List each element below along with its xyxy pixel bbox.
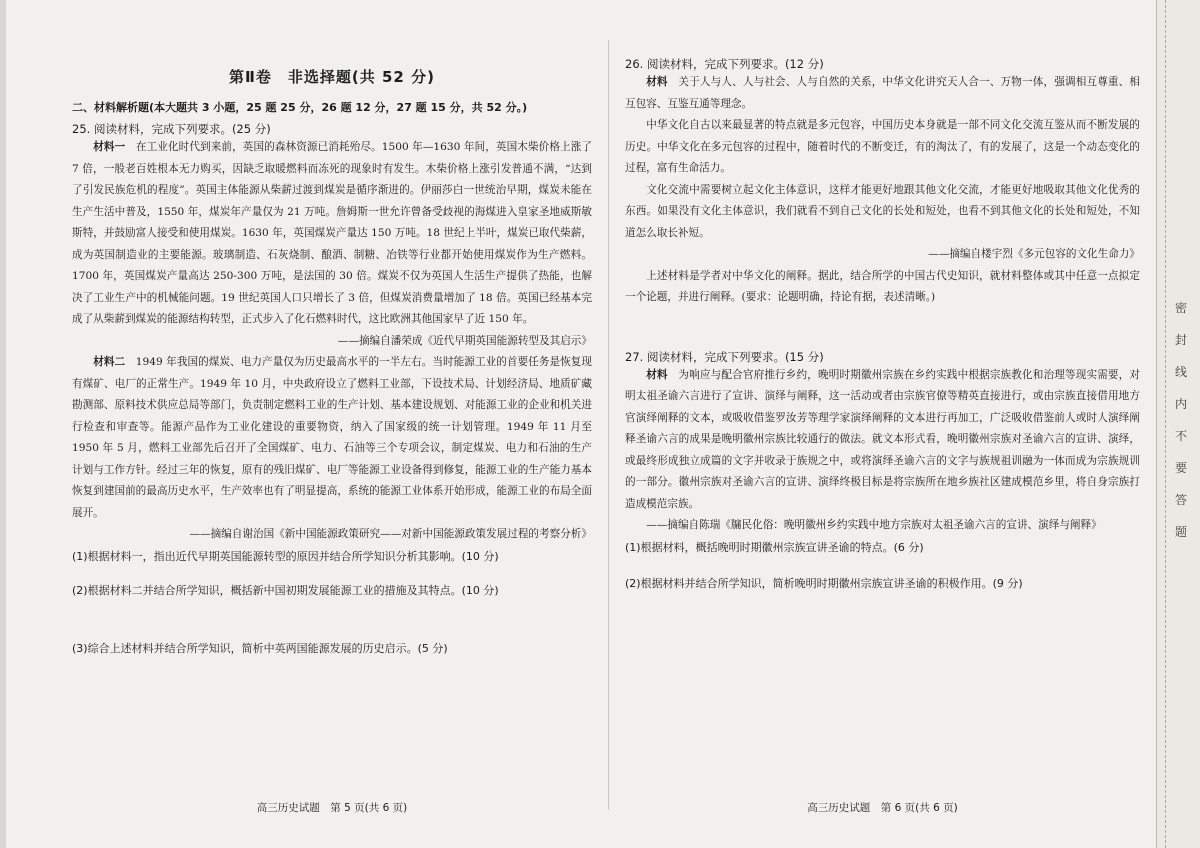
question-26-heading: 26. 阅读材料，完成下列要求。(12 分) bbox=[625, 57, 824, 71]
material-2-label: 材料二 bbox=[93, 356, 126, 368]
q26-source: ——摘编自楼宇烈《多元包容的文化生命力》 bbox=[928, 248, 1140, 260]
q26-material-p3: 文化交流中需要树立起文化主体意识，这样才能更好地跟其他文化交流，才能更好地吸取其他文化优秀的东西。如果没有文化主体意识，我们就看不到自己文化的长处和短处，也看不到其他文化的长处和短处，不知道怎么取长补短。 bbox=[625, 183, 1140, 239]
seal-char: 密 bbox=[1174, 301, 1187, 315]
part-title: 第Ⅱ卷 非选择题(共 52 分) bbox=[229, 68, 435, 86]
material-1-label: 材料一 bbox=[93, 141, 126, 153]
seal-char: 线 bbox=[1174, 365, 1187, 379]
seal-char: 不 bbox=[1174, 429, 1187, 443]
question-27-1: (1)根据材料，概括晚明时期徽州宗族宣讲圣谕的特点。(6 分) bbox=[625, 540, 924, 554]
question-25-3: (3)综合上述材料并结合所学知识，简析中英两国能源发展的历史启示。(5 分) bbox=[72, 641, 448, 655]
seal-char: 答 bbox=[1174, 493, 1187, 507]
q26-material-text: 关于人与人、人与社会、人与自然的关系，中华文化讲究天人合一、万物一体，强调相互尊重、相互包容、互鉴互通等理念。 bbox=[625, 76, 1141, 110]
seal-char: 要 bbox=[1174, 461, 1187, 475]
material-1-text: 在工业化时代到来前，英国的森林资源已消耗殆尽。1500 年—1630 年间，英国木柴价格上涨了 7 倍，一般老百姓根本无力购买，因缺乏取暖燃料而冻死的现象时有发生。木柴价格上涨引发普通不满，“达到了引发民族危机的程度”。英国主体能源从柴薪过渡到煤炭是循序渐进的。伊丽莎白一世统治早期，煤炭未能在生产生活中普及，1550 年，煤炭年产量仅为 21 万吨。詹姆斯一世允许曾备受歧视的海煤进入皇家圣地威斯敏斯特，并鼓励富人接受和使用煤炭。1630 年，英国煤炭产量达 150 万吨。18 世纪上半叶，煤炭已取代柴薪，成为英国制造业的主要能源。玻璃制造、石灰烧制、酿酒、制糖、冶铁等行业都开始使用煤炭作为生产燃料。1700 年，英国煤炭产量高达 250-300 万吨，是法国的 30 倍。煤炭不仅为英国人生活生产提供了热能，也解决了工业生产中的机械能问题。19 世纪英国人口只增长了 3 倍，但煤炭消费量增加了 18 倍。英国已经基本完成了从柴薪到煤炭的能源结构转型，正式步入了化石燃料时代，这比欧洲其他国家早了近 150 年。 bbox=[72, 141, 592, 325]
question-25-2: (2)根据材料二并结合所学知识，概括新中国初期发展能源工业的措施及其特点。(10 分) bbox=[72, 583, 499, 597]
q26-material-label: 材料 bbox=[646, 76, 668, 88]
page-5-footer: 高三历史试题 第 5 页(共 6 页) bbox=[256, 802, 408, 814]
page-6 bbox=[625, 0, 1140, 848]
q27-material bbox=[625, 365, 1140, 516]
seal-char: 题 bbox=[1174, 525, 1187, 539]
material-1 bbox=[72, 137, 592, 331]
seal-dashed-line bbox=[1165, 0, 1166, 848]
seal-warning bbox=[1169, 292, 1193, 548]
question-27-heading: 27. 阅读材料，完成下列要求。(15 分) bbox=[625, 349, 824, 364]
section-heading: 二、材料解析题(本大题共 3 小题，25 题 25 分，26 题 12 分，27 题 15 分，共 52 分。) bbox=[72, 101, 528, 114]
material-2-text: 1949 年我国的煤炭、电力产量仅为历史最高水平的一半左右。当时能源工业的首要任务是恢复现有煤矿、电厂的正常生产。1949 年 10 月，中央政府设立了燃料工业部，下设技术局、计划经济局、地质矿藏勘测部、原料技术供应总局等部门，负责制定燃料工业的生产计划、基本建设规划、对能源工业的企业和机关进行检查和审查等。能源产品作为工业化建设的重要物资，纳入了国家级的统一计划管理。1949 年 11 月至 1950 年 5 月，燃料工业部先后召开了全国煤矿、电力、石油等三个专项会议，制定煤炭、电力和石油的生产计划与工作方针。经过三年的恢复，原有的残旧煤矿、电厂等能源工业设备得到修复，能源工业的生产能力基本恢复到建国前的最高历史水平，生产效率也有了明显提高，系统的能源工业体系开始形成，能源工业的布局全面展开。 bbox=[72, 356, 593, 519]
q27-material-text: 为响应与配合官府推行乡约，晚明时期徽州宗族在乡约实践中根据宗族教化和治理等现实需要，对明太祖圣谕六言进行了宣讲、演绎与阐释，这一活动或者由宗族官僚等精英直接进行，或由宗族直接借用地方官演绎阐释的文本，或吸收借鉴罗汝芳等理学家演绎阐释的文本进行再加工，广泛吸收借鉴前人或时人演绎阐释圣谕六言的成果是晚明徽州宗族比较通行的做法。就文本形式看，晚明徽州宗族对圣谕六言的宣讲、演绎，或最终形成独立成篇的文字并收录于族规之中，或将演绎圣谕六言的文字与族规祖训融为一体而成为宗族规训的一部分。徽州宗族对圣谕六言的宣讲、演绎终极目标是将宗族所在地乡族社区建成模范乡里，将自身宗族打造成模范宗族。 bbox=[625, 368, 1141, 510]
scan-edge bbox=[0, 0, 6, 848]
q26-material-p2: 中华文化自古以来最显著的特点就是多元包容，中国历史本身就是一部不同文化交流互鉴从而不断发展的历史。中华文化在多元包容的过程中，随着时代的不断变迁，有的淘汰了，有的发展了，这是一个动态变化的过程，富有生命活力。 bbox=[625, 119, 1140, 174]
q26-task: 上述材料是学者对中华文化的阐释。据此，结合所学的中国古代史知识，就材料整体或其中任意一点拟定一个论题，并进行阐释。(要求：论题明确，持论有据，表述清晰。) bbox=[625, 269, 1140, 303]
page-5 bbox=[72, 0, 592, 848]
material-2-source: ——摘编自谢治国《新中国能源政策研究——对新中国能源政策发展过程的考察分析》 bbox=[189, 528, 592, 540]
material-1-source: ——摘编自潘荣成《近代早期英国能源转型及其启示》 bbox=[337, 334, 592, 347]
q27-source: ——摘编自陈瑞《牖民化俗：晚明徽州乡约实践中地方宗族对太祖圣谕六言的宣讲、演绎与阐释》 bbox=[646, 519, 1102, 531]
page-divider bbox=[608, 40, 609, 810]
q26-material-p1 bbox=[625, 72, 1140, 115]
question-25-heading: 25. 阅读材料，完成下列要求。(25 分) bbox=[72, 122, 271, 136]
page-6-footer: 高三历史试题 第 6 页(共 6 页) bbox=[807, 802, 958, 814]
seal-char: 封 bbox=[1174, 333, 1187, 347]
q27-material-label: 材料 bbox=[646, 368, 668, 381]
seal-char: 内 bbox=[1174, 397, 1187, 411]
material-2 bbox=[72, 352, 592, 524]
question-27-2: (2)根据材料并结合所学知识，简析晚明时期徽州宗族宣讲圣谕的积极作用。(9 分) bbox=[625, 576, 1023, 590]
question-25-1: (1)根据材料一，指出近代早期英国能源转型的原因并结合所学知识分析其影响。(10 分) bbox=[72, 549, 499, 563]
seal-line-strip bbox=[1156, 0, 1200, 848]
